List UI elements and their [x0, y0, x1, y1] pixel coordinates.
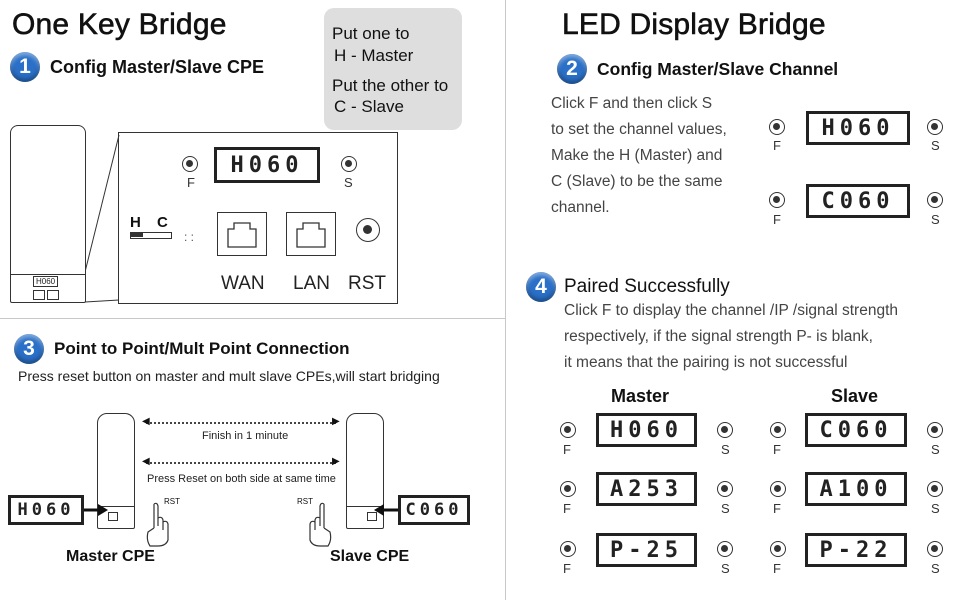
s-label: S [721, 561, 730, 576]
slave-lcd-channel: C060 [805, 413, 907, 447]
step4-line: Click F to display the channel /IP /signal strength [564, 302, 898, 319]
slave-cpe-label: Slave CPE [330, 548, 410, 565]
f-button[interactable] [182, 156, 198, 172]
s-button[interactable] [927, 481, 943, 497]
step3-desc: Press reset button on master and mult slave CPEs,will start bridging [18, 368, 440, 384]
wan-port[interactable] [217, 212, 267, 256]
master-arrow [84, 503, 108, 517]
s-label: S [931, 442, 940, 457]
slave-lcd-signal: P-22 [805, 533, 907, 567]
f-label: F [187, 175, 195, 190]
step2-header [557, 54, 838, 84]
s-button[interactable] [927, 192, 943, 208]
master-lcd-ip: A253 [596, 472, 697, 506]
step2-lcd-slave: C060 [806, 184, 910, 218]
rst-left-label: RST [164, 497, 180, 506]
s-label: S [344, 175, 353, 190]
slave-lcd-ip: A100 [805, 472, 907, 506]
switch-dots: : : [184, 230, 195, 244]
step3-badge: 3 [14, 334, 44, 364]
f-label: F [773, 138, 781, 153]
step2-line: to set the channel values, [551, 121, 727, 138]
press-arrow [146, 462, 336, 464]
f-button[interactable] [560, 541, 576, 557]
step3-label: Point to Point/Mult Point Connection [54, 339, 350, 358]
step2-text [551, 91, 727, 221]
cpe-mini-port [33, 290, 45, 300]
step4-label: Paired Successfully [564, 276, 730, 297]
lan-label: LAN [293, 273, 330, 294]
horizontal-divider [0, 318, 505, 319]
s-label: S [721, 442, 730, 457]
slave-arrow [374, 503, 398, 517]
master-lcd-signal: P-25 [596, 533, 697, 567]
f-button[interactable] [769, 119, 785, 135]
switch-h-label: H [130, 214, 141, 231]
f-label: F [563, 442, 571, 457]
step2-line: Make the H (Master) and [551, 147, 723, 164]
step3-header [14, 334, 350, 364]
note-box [324, 8, 462, 130]
step1-header [10, 52, 264, 82]
master-heading: Master [611, 386, 670, 406]
cpe-device [10, 125, 86, 303]
s-button[interactable] [341, 156, 357, 172]
step2-line: Click F and then click S [551, 95, 713, 112]
s-button[interactable] [927, 422, 943, 438]
finish-arrow [146, 422, 336, 424]
rst-right-label: RST [297, 497, 313, 506]
f-button[interactable] [770, 541, 786, 557]
rst-label: RST [348, 273, 386, 294]
step2-line: C (Slave) to be the same [551, 173, 723, 190]
f-label: F [563, 501, 571, 516]
note-line3: Put the other to [332, 76, 449, 95]
hc-switch[interactable] [130, 232, 172, 239]
hand-left-icon [142, 500, 172, 548]
step4-badge: 4 [526, 272, 556, 302]
f-button[interactable] [769, 192, 785, 208]
hand-right-icon [306, 500, 336, 548]
s-label: S [931, 561, 940, 576]
s-label: S [931, 138, 940, 153]
wan-label: WAN [221, 273, 265, 294]
step2-lcd-master: H060 [806, 111, 910, 145]
s-label: S [931, 501, 940, 516]
lan-port[interactable] [286, 212, 336, 256]
f-button[interactable] [560, 481, 576, 497]
s-button[interactable] [717, 481, 733, 497]
vertical-divider [505, 0, 506, 600]
finish-text: Finish in 1 minute [202, 430, 289, 442]
f-label: F [773, 561, 781, 576]
f-label: F [563, 561, 571, 576]
left-title: One Key Bridge [12, 8, 227, 41]
cpe-mini-port [47, 290, 59, 300]
note-line4: C - Slave [334, 97, 404, 116]
f-button[interactable] [560, 422, 576, 438]
cpe-mini-lcd: H060 [33, 276, 58, 287]
slave-heading: Slave [831, 386, 879, 406]
step1-label: Config Master/Slave CPE [50, 56, 265, 77]
note-line2: H - Master [334, 46, 414, 65]
slave-cpe-lcd: C060 [398, 495, 470, 525]
s-button[interactable] [927, 541, 943, 557]
press-text: Press Reset on both side at same time [147, 473, 336, 485]
master-lcd-channel: H060 [596, 413, 697, 447]
master-cpe-label: Master CPE [66, 548, 155, 565]
s-label: S [721, 501, 730, 516]
f-button[interactable] [770, 481, 786, 497]
s-button[interactable] [717, 541, 733, 557]
f-button[interactable] [770, 422, 786, 438]
s-button[interactable] [717, 422, 733, 438]
s-button[interactable] [927, 119, 943, 135]
master-cpe-lcd: H060 [8, 495, 84, 525]
step4-line: it means that the pairing is not successful [564, 354, 848, 371]
step1-badge: 1 [10, 52, 40, 82]
panel-lcd: H060 [214, 147, 320, 183]
s-label: S [931, 212, 940, 227]
step2-line: channel. [551, 199, 610, 216]
step2-badge: 2 [557, 54, 587, 84]
rst-button[interactable] [356, 218, 380, 242]
step2-label: Config Master/Slave Channel [597, 58, 839, 79]
f-label: F [773, 501, 781, 516]
step4-line: respectively, if the signal strength P- is blank, [564, 328, 873, 345]
f-label: F [773, 212, 781, 227]
right-title: LED Display Bridge [562, 8, 826, 41]
step4-text [564, 298, 898, 376]
f-label: F [773, 442, 781, 457]
switch-c-label: C [157, 214, 168, 231]
note-line1: Put one to [332, 24, 410, 43]
